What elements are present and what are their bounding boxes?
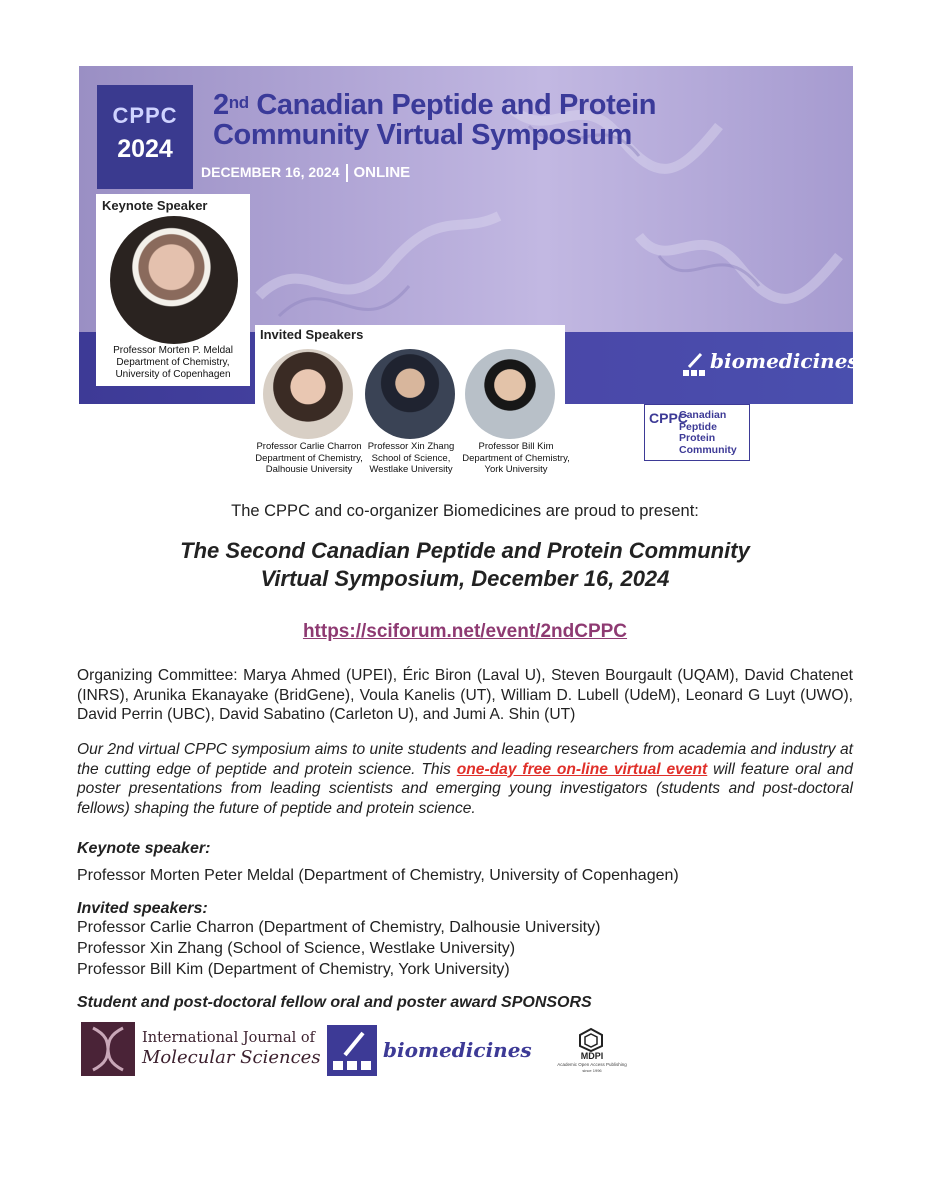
- aims-text-end: will feature oral and poster presentations from leading scientists and emerging young investigators (students and post-doctoral fellows) shaping the future of peptide and protein science.: [77, 760, 853, 817]
- keynote-heading: Keynote speaker:: [77, 840, 211, 857]
- event-title: [0, 537, 930, 593]
- event-date: DECEMBER 16, 2024: [201, 164, 340, 180]
- cppc-badge-year: 2024: [117, 135, 173, 163]
- invited-speaker-item: Professor Bill Kim (Department of Chemistry, York University): [77, 961, 510, 978]
- event-url-link[interactable]: https://sciforum.net/event/2ndCPPC: [302, 621, 628, 642]
- invited-heading: Invited speakers:: [77, 900, 208, 917]
- date-divider: [346, 164, 348, 182]
- ijms-dna-icon: [81, 1022, 135, 1076]
- banner-title: [213, 90, 656, 150]
- symposium-aims: [77, 740, 853, 818]
- invited-speaker-item: Professor Xin Zhang (School of Science, Westlake University): [77, 940, 516, 957]
- mdpi-hexagon-icon: [578, 1028, 604, 1052]
- ijms-line2: Molecular Sciences: [142, 1047, 321, 1068]
- sponsors-heading: Student and post-doctoral fellow oral and poster award SPONSORS: [77, 994, 592, 1011]
- mdpi-name: MDPI: [580, 1051, 604, 1061]
- ijms-line1: International Journal of: [142, 1030, 315, 1046]
- keynote-caption-dept: Department of Chemistry,: [116, 357, 230, 368]
- mdpi-tagline: Academic Open Access Publishing: [557, 1062, 627, 1067]
- biomedicines-dropper-icon: [681, 352, 707, 378]
- cppc-badge-text: CPPC: [112, 103, 178, 128]
- event-title-line1: The Second Canadian Peptide and Protein Community: [180, 538, 750, 563]
- ijms-logo: [142, 1030, 321, 1068]
- cppc-logo-text: [679, 410, 737, 456]
- keynote-portrait: [110, 216, 238, 344]
- biomedicines-sponsor-icon: [327, 1025, 377, 1076]
- event-url-row: [0, 621, 930, 643]
- event-mode: ONLINE: [353, 164, 411, 181]
- keynote-caption: [96, 345, 250, 381]
- keynote-speaker-text: Professor Morten Peter Meldal (Department of Chemistry, University of Copenhagen): [77, 867, 679, 884]
- invited-label: Invited Speakers: [260, 327, 364, 342]
- caption-univ: Westlake University: [369, 464, 453, 475]
- intro-line: The CPPC and co-organizer Biomedicines are proud to present:: [231, 502, 699, 520]
- caption-dept: School of Science,: [371, 452, 451, 464]
- keynote-caption-univ: University of Copenhagen: [115, 369, 231, 380]
- title-line1: Canadian Peptide and Protein: [248, 89, 657, 121]
- invited-caption-zhang: [362, 441, 460, 476]
- biomedicines-sponsor-logo: biomedicines: [383, 1038, 532, 1062]
- caption-name: Professor Xin Zhang: [367, 441, 455, 452]
- keynote-label: Keynote Speaker: [102, 198, 208, 213]
- cppc-2024-badge: [97, 85, 193, 189]
- invited-speaker-item: Professor Carlie Charron (Department of Chemistry, Dalhousie University): [77, 919, 601, 936]
- organizing-committee: Organizing Committee: Marya Ahmed (UPEI), Éric Biron (Laval U), Steven Bourgault (UQAM), David Chatenet (INRS), Arunika Ekanayake (BridGene), Voula Kanelis (UT), William D. Lubell (UdeM), Leonard G Luyt (UWO), David Perrin (UBC), David Sabatino (Carleton U), and Jumi A. Shin (UT): [77, 667, 853, 723]
- cppc-logo: [644, 404, 750, 461]
- mdpi-logo: [556, 1028, 628, 1074]
- event-title-line2: Virtual Symposium, December 16, 2024: [260, 566, 670, 591]
- cppc-logo-line: Canadian: [679, 409, 727, 421]
- keynote-caption-name: Professor Morten P. Meldal: [113, 345, 233, 356]
- cppc-logo-mark: CPPC: [649, 410, 688, 426]
- invited-portrait-kim: [465, 349, 555, 439]
- aims-highlight: one-day free on-line virtual event: [456, 760, 708, 778]
- title-ordinal: 2: [213, 89, 229, 121]
- invited-portrait-zhang: [365, 349, 455, 439]
- cppc-logo-line: Community: [679, 443, 737, 456]
- banner-date: [201, 164, 410, 182]
- caption-name: Professor Carlie Charron: [256, 441, 362, 452]
- aims-text-start: Our 2nd virtual CPPC symposium aims to unite students and leading researchers from academia and industry at the cutting edge of peptide and protein science. This: [77, 741, 853, 778]
- invited-portrait-charron: [263, 349, 353, 439]
- caption-dept: Department of Chemistry,: [462, 452, 570, 464]
- cppc-logo-line: Peptide: [679, 420, 717, 433]
- title-ordinal-suffix: nd: [228, 93, 249, 112]
- cppc-logo-line: Protein: [679, 432, 716, 444]
- caption-univ: Dalhousie University: [265, 464, 353, 475]
- keynote-card: [96, 194, 250, 386]
- caption-dept: Department of Chemistry,: [255, 452, 363, 464]
- caption-univ: York University: [484, 464, 548, 475]
- caption-name: Professor Bill Kim: [478, 441, 554, 452]
- title-line2: Community Virtual Symposium: [213, 119, 632, 151]
- biomedicines-banner-logo: biomedicines: [710, 349, 859, 373]
- invited-caption-kim: [462, 441, 570, 476]
- mdpi-since: since 1996: [582, 1068, 602, 1073]
- invited-caption-charron: [250, 441, 368, 476]
